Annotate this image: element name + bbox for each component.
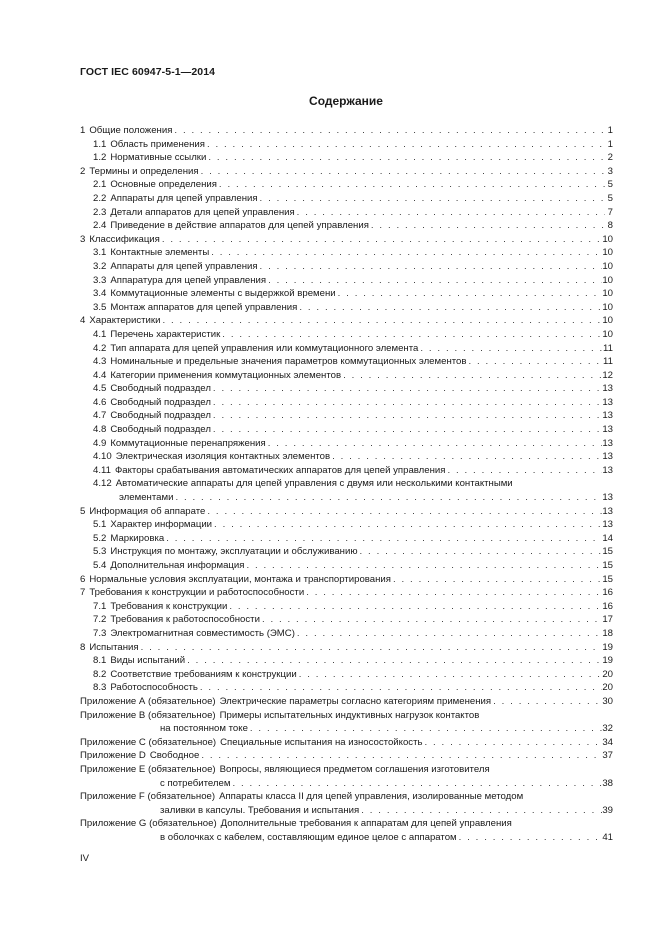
toc-page: 13: [602, 451, 613, 463]
toc-text: Соответствие требованиям к конструкции: [110, 668, 297, 680]
toc-page: 15: [602, 573, 613, 585]
toc-page: 13: [602, 505, 613, 517]
toc-number: 8.1: [93, 655, 107, 667]
toc-number: 4.3: [93, 356, 107, 368]
toc-leader-dots: [185, 654, 602, 668]
toc-text: Контактные элементы: [110, 247, 210, 259]
appendix-page: 39: [602, 804, 613, 816]
toc-number: 5.3: [93, 546, 107, 558]
toc-leader-dots: [211, 423, 602, 437]
toc-text: Электрическая изоляция контактных элементов: [115, 451, 331, 463]
toc-page: 20: [602, 668, 613, 680]
toc-number: 8: [80, 641, 86, 653]
appendix-row: [80, 749, 613, 763]
toc-number: 3.3: [93, 274, 107, 286]
toc-leader-dots: [198, 681, 602, 695]
toc-row: [80, 464, 613, 478]
toc-page: 2: [607, 152, 613, 164]
toc-page: 16: [602, 600, 613, 612]
toc-row: [80, 274, 613, 288]
toc-leader-dots: [491, 695, 602, 709]
toc-leader-dots: [418, 342, 603, 356]
toc-row: [80, 600, 613, 614]
toc-number: 5.1: [93, 519, 107, 531]
toc-number: 1: [80, 125, 86, 136]
toc-leader-dots: [230, 777, 602, 791]
toc-leader-dots: [160, 314, 602, 328]
toc-leader-dots: [457, 831, 603, 845]
toc-leader-dots: [211, 409, 602, 423]
toc-number: 2.3: [93, 206, 107, 218]
toc-page: 13: [602, 424, 613, 436]
toc-row: [80, 518, 613, 532]
toc-row: [80, 505, 613, 519]
toc-text: Область применения: [110, 138, 205, 150]
toc-page: 13: [602, 492, 613, 504]
toc-row: [80, 192, 613, 206]
toc-leader-dots: [258, 192, 605, 206]
toc-row: [80, 206, 613, 220]
toc-number: 7: [80, 587, 86, 599]
toc-number: 4.8: [93, 424, 107, 436]
toc-leader-dots: [160, 233, 602, 247]
toc-leader-dots: [211, 382, 602, 396]
toc-leader-dots: [244, 559, 602, 573]
toc-page: 19: [602, 655, 613, 667]
toc-page: 10: [602, 233, 613, 245]
toc-leader-dots: [227, 600, 602, 614]
appendix-text-continuation: с потребителем: [160, 777, 231, 789]
appendix-page: 41: [602, 831, 613, 843]
toc-page: 16: [602, 587, 613, 599]
toc-row: [80, 450, 613, 464]
toc-leader-dots: [445, 464, 602, 478]
toc-text: Свободный подраздел: [110, 424, 211, 436]
toc-row: [80, 437, 613, 451]
toc-text: Инструкция по монтажу, эксплуатации и обслуживанию: [110, 546, 358, 558]
toc-text: Термины и определения: [89, 165, 199, 177]
toc-row: [80, 545, 613, 559]
toc-leader-dots: [209, 246, 602, 260]
page-number: IV: [80, 853, 90, 864]
toc-page: 15: [602, 546, 613, 558]
toc-text: Общие положения: [89, 125, 173, 136]
toc-leader-dots: [139, 641, 603, 655]
toc-text: Требования к конструкции и работоспособности: [89, 587, 305, 599]
toc-text: Электромагнитная совместимость (ЭМС): [110, 627, 295, 639]
toc-leader-dots: [199, 165, 605, 179]
toc-row: [80, 260, 613, 274]
toc-row: [80, 423, 613, 437]
toc-text: Характеристики: [89, 315, 161, 327]
toc-row: [80, 654, 613, 668]
toc-text: Аппараты для цепей управления: [110, 192, 258, 204]
toc-leader-dots: [205, 138, 605, 152]
toc-number: 7.3: [93, 627, 107, 639]
toc-page: 5: [607, 179, 613, 191]
toc-text: Монтаж аппаратов для цепей управления: [110, 301, 298, 313]
appendix-label: Приложение F (обязательное): [80, 791, 216, 803]
toc-row: [80, 287, 613, 301]
table-of-contents: [80, 124, 613, 844]
toc-row: [80, 586, 613, 600]
appendix-text-continuation: заливки в капсулы. Требования и испытания: [160, 804, 360, 816]
toc-page: 1: [607, 125, 613, 136]
toc-leader-dots: [466, 355, 603, 369]
toc-text: Свободный подраздел: [110, 396, 211, 408]
appendix-row: [80, 736, 613, 750]
toc-number: 4.4: [93, 369, 107, 381]
toc-text: Категории применения коммутационных элементов: [110, 369, 342, 381]
toc-page: 12: [602, 369, 613, 381]
toc-leader-dots: [295, 627, 602, 641]
toc-text: Факторы срабатывания автоматических аппаратов для цепей управления: [114, 464, 446, 476]
appendix-page: 38: [602, 777, 613, 789]
toc-text: Испытания: [89, 641, 139, 653]
toc-page: 11: [603, 356, 613, 368]
appendix-text-continuation: в оболочках с кабелем, составляющим единое целое с аппаратом: [160, 831, 457, 843]
toc-number: 6: [80, 573, 86, 585]
toc-leader-dots: [199, 749, 602, 763]
toc-row: [80, 369, 613, 383]
toc-text: Коммутационные элементы с выдержкой времени: [110, 288, 336, 300]
toc-number: 4.9: [93, 437, 107, 449]
toc-text: Коммутационные перенапряжения: [110, 437, 266, 449]
toc-number: 5.2: [93, 532, 107, 544]
toc-page: 11: [603, 342, 613, 354]
toc-page: 1: [607, 138, 613, 150]
appendix-label: Приложение D: [80, 750, 146, 762]
appendix-text: Примеры испытательных индуктивных нагрузок контактов: [219, 709, 480, 721]
appendix-page: 37: [602, 750, 613, 762]
toc-page: 14: [602, 532, 613, 544]
toc-number: 4: [80, 315, 86, 327]
toc-leader-dots: [217, 178, 605, 192]
toc-number: 4.12: [93, 478, 112, 490]
toc-leader-dots: [359, 804, 602, 818]
toc-row: [80, 355, 613, 369]
toc-number: 3.4: [93, 288, 107, 300]
toc-page: 19: [602, 641, 613, 653]
toc-row: [80, 301, 613, 315]
toc-text-continuation: элементами: [119, 492, 174, 504]
toc-text: Свободный подраздел: [110, 410, 211, 422]
toc-text: Маркировка: [110, 532, 165, 544]
appendix-text: Дополнительные требования к аппаратам для цепей управления: [220, 818, 512, 830]
toc-leader-dots: [173, 491, 602, 505]
toc-row: [80, 219, 613, 233]
toc-row: [80, 233, 613, 247]
toc-leader-dots: [266, 274, 602, 288]
toc-leader-dots: [258, 260, 603, 274]
toc-page: 13: [602, 410, 613, 422]
appendix-label: Приложение В (обязательное): [80, 709, 216, 721]
toc-text: Нормальные условия эксплуатации, монтажа и транспортирования: [89, 573, 391, 585]
toc-row: [80, 532, 613, 546]
toc-leader-dots: [172, 124, 605, 138]
appendix-label: Приложение А (обязательное): [80, 695, 216, 707]
toc-row: [80, 641, 613, 655]
appendix-row-continuation: [80, 777, 613, 791]
toc-page: 10: [602, 328, 613, 340]
toc-number: 4.7: [93, 410, 107, 422]
appendix-row: [80, 817, 613, 831]
toc-row: [80, 477, 613, 491]
toc-number: 5.4: [93, 560, 107, 571]
toc-row: [80, 342, 613, 356]
toc-text: Характер информации: [110, 519, 213, 531]
document-header: ГОСТ IEC 60947-5-1—2014: [80, 66, 216, 78]
page-title: Содержание: [309, 94, 383, 108]
toc-leader-dots: [211, 396, 602, 410]
toc-text: Требования к работоспособности: [110, 614, 260, 626]
toc-number: 3: [80, 233, 86, 245]
appendix-text: Вопросы, являющиеся предметом соглашения изготовителя: [219, 763, 490, 775]
appendix-row: [80, 790, 613, 804]
appendix-label: Приложение Е (обязательное): [80, 763, 216, 775]
toc-number: 5: [80, 505, 86, 517]
toc-text: Дополнительная информация: [110, 560, 245, 571]
appendix-row-continuation: [80, 722, 613, 736]
appendix-text: Специальные испытания на износостойкость: [220, 736, 423, 748]
toc-number: 3.5: [93, 301, 107, 313]
toc-number: 2.2: [93, 192, 107, 204]
toc-number: 4.10: [93, 451, 112, 463]
toc-page: 13: [602, 383, 613, 395]
toc-number: 7.2: [93, 614, 107, 626]
toc-text: Свободный подраздел: [110, 383, 211, 395]
toc-page: 17: [602, 614, 613, 626]
toc-text: Работоспособность: [110, 682, 198, 694]
toc-page: 13: [602, 396, 613, 408]
toc-number: 4.11: [93, 464, 111, 476]
toc-page: 10: [602, 301, 613, 313]
toc-row: [80, 328, 613, 342]
toc-row: [80, 138, 613, 152]
appendix-text-continuation: на постоянном токе: [160, 723, 248, 735]
toc-number: 3.1: [93, 247, 107, 259]
toc-row: [80, 165, 613, 179]
toc-text: Информация об аппарате: [89, 505, 206, 517]
appendix-row-continuation: [80, 804, 613, 818]
toc-page: 10: [602, 247, 613, 259]
toc-number: 3.2: [93, 260, 107, 272]
toc-leader-dots: [260, 613, 602, 627]
toc-row: [80, 314, 613, 328]
toc-page: 20: [602, 682, 613, 694]
toc-leader-dots: [297, 301, 602, 315]
appendix-row-continuation: [80, 831, 613, 845]
toc-text: Тип аппарата для цепей управления или коммутационного элемента: [110, 342, 419, 354]
toc-page: 10: [602, 274, 613, 286]
toc-text: Нормативные ссылки: [110, 152, 207, 164]
toc-leader-dots: [423, 736, 603, 750]
toc-number: 4.6: [93, 396, 107, 408]
toc-row: [80, 396, 613, 410]
toc-text: Перечень характеристик: [110, 328, 221, 340]
toc-row: [80, 627, 613, 641]
toc-number: 4.5: [93, 383, 107, 395]
toc-page: 10: [602, 288, 613, 300]
toc-text: Классификация: [89, 233, 160, 245]
toc-number: 2.4: [93, 220, 107, 232]
toc-leader-dots: [206, 151, 605, 165]
toc-row: [80, 613, 613, 627]
toc-number: 1.2: [93, 152, 107, 164]
toc-leader-dots: [266, 437, 603, 451]
toc-leader-dots: [341, 369, 602, 383]
toc-number: 2: [80, 165, 86, 177]
appendix-row: [80, 763, 613, 777]
toc-page: 15: [602, 560, 613, 571]
toc-leader-dots: [212, 518, 602, 532]
toc-leader-dots: [336, 287, 603, 301]
toc-page: 8: [607, 220, 613, 232]
toc-page: 3: [607, 165, 613, 177]
toc-number: 1.1: [93, 138, 107, 150]
appendix-page: 32: [602, 723, 613, 735]
toc-leader-dots: [297, 668, 603, 682]
appendix-text: Электрические параметры согласно категориям применения: [219, 695, 492, 707]
toc-number: 2.1: [93, 179, 107, 191]
toc-leader-dots: [220, 328, 602, 342]
appendix-page: 30: [602, 695, 613, 707]
appendix-page: 34: [602, 736, 613, 748]
toc-number: 7.1: [93, 600, 107, 612]
appendix-label: Приложение G (обязательное): [80, 818, 217, 830]
toc-leader-dots: [391, 573, 602, 587]
toc-leader-dots: [164, 532, 602, 546]
toc-text: Аппаратура для цепей управления: [110, 274, 267, 286]
toc-text: Приведение в действие аппаратов для цепей управления: [110, 220, 369, 232]
toc-number: 8.2: [93, 668, 107, 680]
appendix-text: Свободное: [149, 750, 200, 762]
toc-page: 13: [602, 464, 613, 476]
toc-leader-dots: [330, 450, 602, 464]
toc-text: Основные определения: [110, 179, 217, 191]
toc-leader-dots: [358, 545, 603, 559]
toc-row: [80, 151, 613, 165]
toc-row: [80, 246, 613, 260]
toc-row: [80, 681, 613, 695]
toc-leader-dots: [304, 586, 602, 600]
toc-number: 4.1: [93, 328, 107, 340]
appendix-row: [80, 709, 613, 723]
toc-page: 7: [607, 206, 613, 218]
toc-row: [80, 573, 613, 587]
toc-text: Автоматические аппараты для цепей управления с двумя или несколькими контактными: [115, 478, 513, 490]
toc-row: [80, 668, 613, 682]
toc-row: [80, 178, 613, 192]
toc-text: Аппараты для цепей управления: [110, 260, 258, 272]
toc-leader-dots: [205, 505, 602, 519]
toc-text: Детали аппаратов для цепей управления: [110, 206, 295, 218]
toc-leader-dots: [369, 219, 605, 233]
toc-leader-dots: [295, 206, 605, 220]
toc-text: Виды испытаний: [110, 655, 186, 667]
toc-number: 4.2: [93, 342, 107, 354]
toc-row: [80, 559, 613, 573]
appendix-text: Аппараты класса II для цепей управления, изолированные методом: [219, 791, 524, 803]
toc-page: 18: [602, 627, 613, 639]
toc-page: 5: [607, 192, 613, 204]
toc-row: [80, 409, 613, 423]
toc-row-continuation: [80, 491, 613, 505]
toc-number: 8.3: [93, 682, 107, 694]
toc-page: 10: [602, 260, 613, 272]
toc-text: Требования к конструкции: [110, 600, 228, 612]
toc-text: Номинальные и предельные значения параметров коммутационных элементов: [110, 356, 467, 368]
appendix-row: [80, 695, 613, 709]
toc-page: 10: [602, 315, 613, 327]
toc-row: [80, 124, 613, 138]
toc-row: [80, 382, 613, 396]
toc-page: 13: [602, 519, 613, 531]
toc-leader-dots: [248, 722, 602, 736]
appendix-label: Приложение С (обязательное): [80, 736, 217, 748]
toc-page: 13: [602, 437, 613, 449]
